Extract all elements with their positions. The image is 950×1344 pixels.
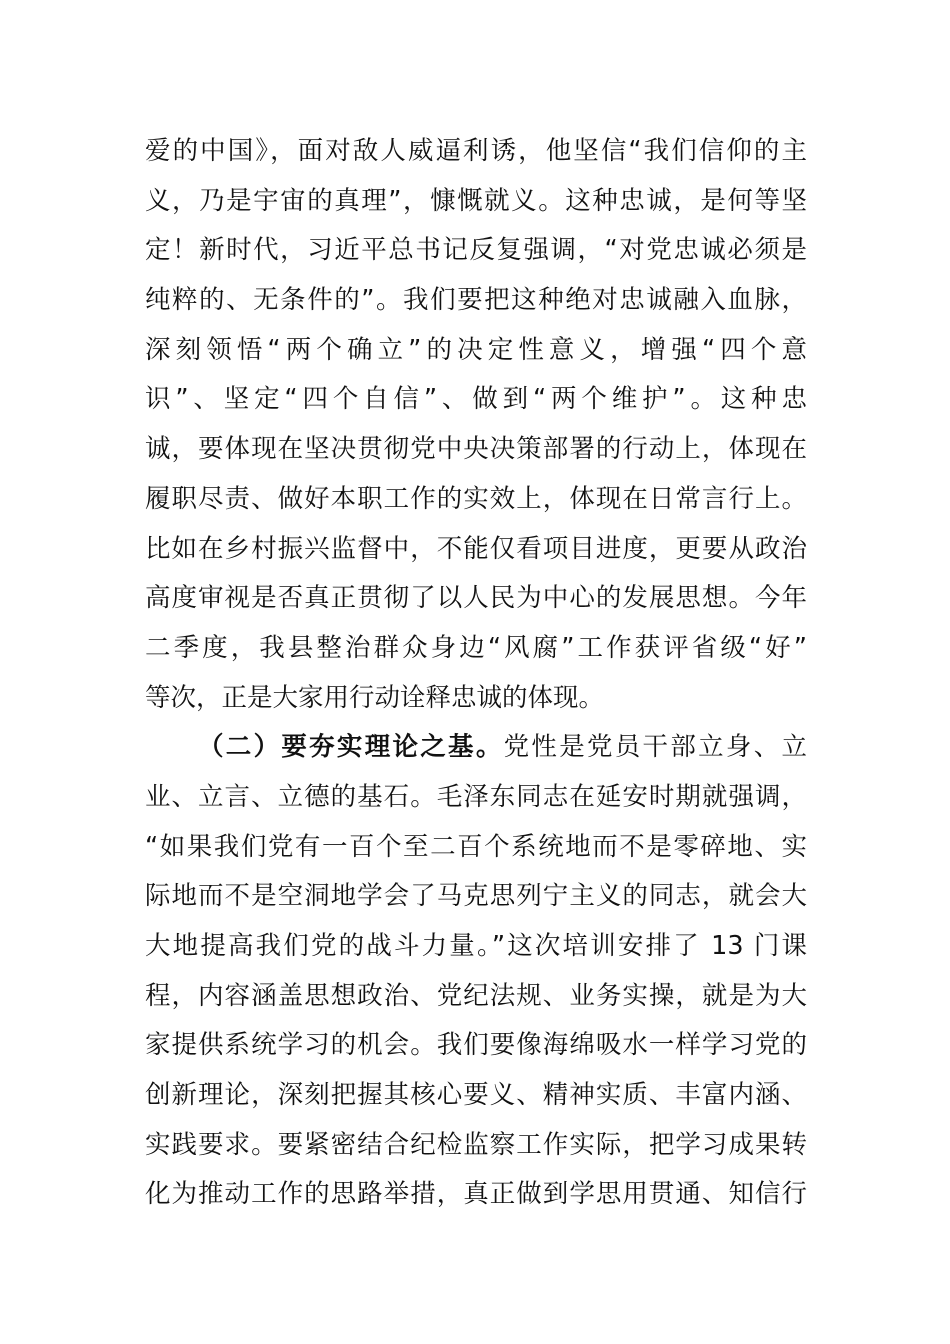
text-line [145, 723, 807, 773]
text-line: 创新理论，深刻把握其核心要义、精神实质、丰富内涵、 [145, 1080, 807, 1111]
text-line: 高度审视是否真正贯彻了以人民为中心的发展思想。今年 [145, 583, 807, 614]
text-line: 二季度，我县整治群众身边“风腐”工作获评省级“好” [145, 632, 807, 663]
text-line: 爱的中国》，面对敌人威逼利诱，他坚信“我们信仰的主 [145, 136, 807, 166]
text-line: 诚，要体现在坚决贯彻党中央决策部署的行动上，体现在 [145, 434, 807, 465]
text-line: 比如在乡村振兴监督中，不能仅看项目进度，更要从政治 [145, 533, 807, 564]
text-line: 定！新时代，习近平总书记反复强调，“对党忠诚必须是 [145, 235, 807, 266]
text-line: 大地提高我们党的战斗力量。”这次培训安排了 13 门课 [145, 931, 807, 961]
text-line: 义，乃是宇宙的真理”，慷慨就义。这种忠诚，是何等坚 [145, 185, 807, 216]
section-heading: （二）要夯实理论之基。 [198, 732, 504, 763]
text-line: 纯粹的、无条件的”。我们要把这种绝对忠诚融入血脉， [145, 285, 807, 316]
text-line: 化为推动工作的思路举措，真正做到学思用贯通、知信行 [145, 1179, 807, 1210]
text-line: 际地而不是空洞地学会了马克思列宁主义的同志，就会大 [145, 881, 807, 912]
text-line: 深刻领悟“两个确立”的决定性意义，增强“四个意 [145, 334, 807, 365]
text-line: 实践要求。要紧密结合纪检监察工作实际，把学习成果转 [145, 1129, 807, 1160]
text-line: “如果我们党有一百个至二百个系统地而不是零碎地、实 [145, 831, 807, 862]
text-line: 家提供系统学习的机会。我们要像海绵吸水一样学习党的 [145, 1030, 807, 1061]
paragraph-2 [145, 723, 807, 1220]
document-body [145, 127, 807, 1220]
text-line: 履职尽责、做好本职工作的实效上，体现在日常言行上。 [145, 483, 807, 514]
text-line: 识”、坚定“四个自信”、做到“两个维护”。这种忠 [145, 384, 807, 415]
text-line: 等次，正是大家用行动诠释忠诚的体现。 [145, 682, 605, 713]
text-line: 业、立言、立德的基石。毛泽东同志在延安时期就强调， [145, 781, 807, 812]
text-line: 程，内容涵盖思想政治、党纪法规、业务实操，就是为大 [145, 980, 807, 1011]
text-span: 党性是党员干部立身、立 [503, 732, 807, 763]
paragraph-1 [145, 127, 807, 723]
